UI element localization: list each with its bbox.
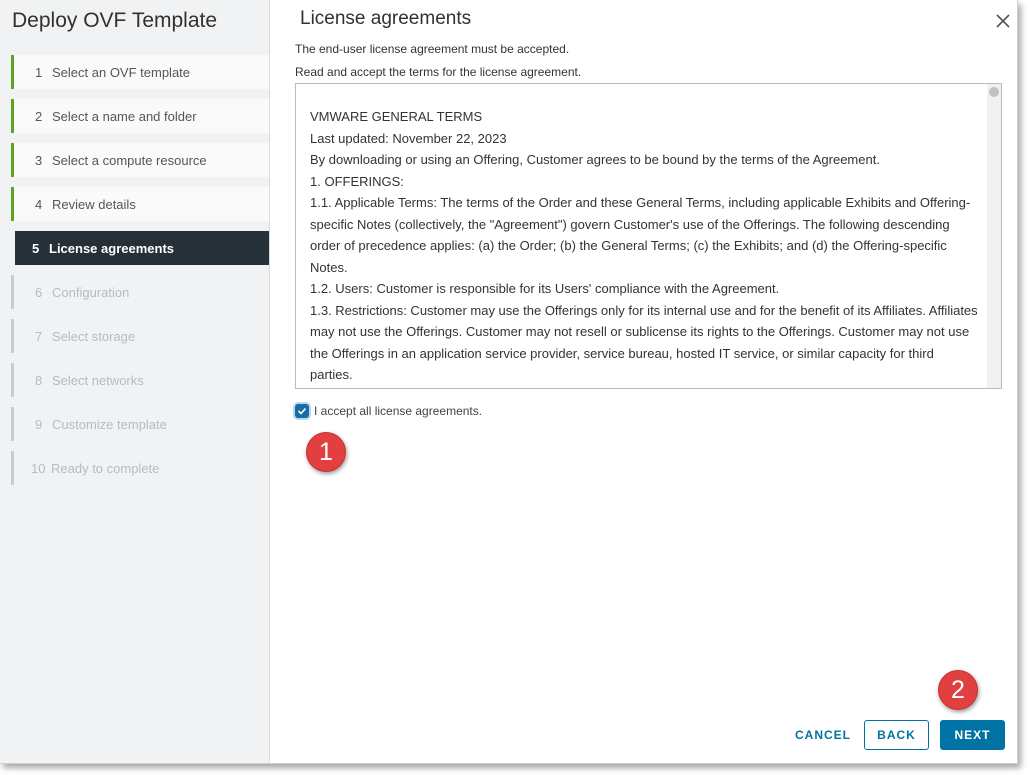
step-label: Configuration (52, 284, 130, 300)
annotation-badge-2: 2 (938, 670, 978, 710)
step-number: 8 (35, 372, 43, 388)
page-title: License agreements (300, 8, 472, 29)
wizard-sidebar (0, 0, 270, 763)
step-number: 1 (35, 64, 43, 80)
eula-line: By downloading or using an Offering, Customer agrees to be bound by the terms of the Agreement. (310, 152, 880, 167)
wizard-steps (11, 55, 269, 495)
step-customize-template (11, 407, 269, 441)
eula-line: 1.3. Restrictions: Customer may use the Offerings only for its internal use and for the benefit of its Affiliates. Affiliates may not use the Offerings. Customer may not resell or sublicense its rights to the Offerings. Customer may not use the Offerings in an application service provider, service bureau, hosted IT service, or similar capacity for third parties. (310, 302, 978, 382)
step-review-details[interactable] (11, 187, 269, 221)
step-label: Select an OVF template (52, 64, 191, 80)
annotation-badge-1: 1 (306, 432, 346, 472)
step-select-storage (11, 319, 269, 353)
accept-license-checkbox[interactable] (295, 404, 309, 418)
step-number: 10 (31, 460, 46, 476)
step-number: 4 (35, 196, 43, 212)
step-label: License agreements (49, 240, 175, 256)
eula-line: 1.1. Applicable Terms: The terms of the Order and these General Terms, including applicable Exhibits and Offering-specific Notes (collectively, the "Agreement") govern Customer's use of the Offerings. The following descending order of precedence applies: (a) the Order; (b) the General Terms; (c) the Exhibits; and (d) the Offering-specific Notes. (310, 195, 971, 275)
eula-line: VMWARE GENERAL TERMS (310, 109, 483, 124)
eula-textbox[interactable] (295, 83, 1002, 389)
accept-license-label[interactable]: I accept all license agreements. (314, 404, 483, 418)
eula-line: 1.2. Users: Customer is responsible for its Users' compliance with the Agreement. (310, 281, 780, 296)
step-select-name-folder[interactable] (11, 99, 269, 133)
step-label: Select storage (52, 328, 136, 344)
step-license-agreements[interactable] (15, 231, 269, 265)
eula-instruction: Read and accept the terms for the license agreement. (295, 65, 582, 79)
accept-license-row[interactable] (295, 404, 482, 418)
step-label: Select a compute resource (52, 152, 207, 168)
eula-notice: The end-user license agreement must be accepted. (295, 42, 570, 56)
step-select-compute-resource[interactable] (11, 143, 269, 177)
step-label: Select networks (52, 372, 144, 388)
step-label: Select a name and folder (52, 108, 197, 124)
wizard-title: Deploy OVF Template (12, 9, 218, 32)
step-label: Review details (52, 196, 136, 212)
back-button[interactable]: BACK (864, 720, 929, 750)
step-number: 6 (35, 284, 43, 300)
cancel-button[interactable]: CANCEL (795, 728, 851, 742)
step-number: 7 (35, 328, 43, 344)
step-label: Customize template (52, 416, 167, 432)
step-ready-to-complete (11, 451, 269, 485)
eula-text (310, 106, 980, 386)
wizard-content (270, 0, 1017, 763)
step-number: 9 (35, 416, 43, 432)
step-select-networks (11, 363, 269, 397)
eula-scrollbar[interactable] (987, 84, 1001, 388)
step-number: 2 (35, 108, 43, 124)
step-number: 5 (32, 240, 40, 256)
step-label: Ready to complete (51, 460, 160, 476)
close-icon[interactable] (994, 12, 1012, 30)
step-configuration (11, 275, 269, 309)
checkmark-icon (297, 406, 307, 416)
eula-line: Last updated: November 22, 2023 (310, 130, 507, 146)
step-select-ovf-template[interactable] (11, 55, 269, 89)
next-button[interactable]: NEXT (940, 720, 1005, 750)
eula-line: 1. OFFERINGS: (310, 173, 404, 189)
scrollbar-thumb[interactable] (989, 87, 999, 97)
step-number: 3 (35, 152, 43, 168)
